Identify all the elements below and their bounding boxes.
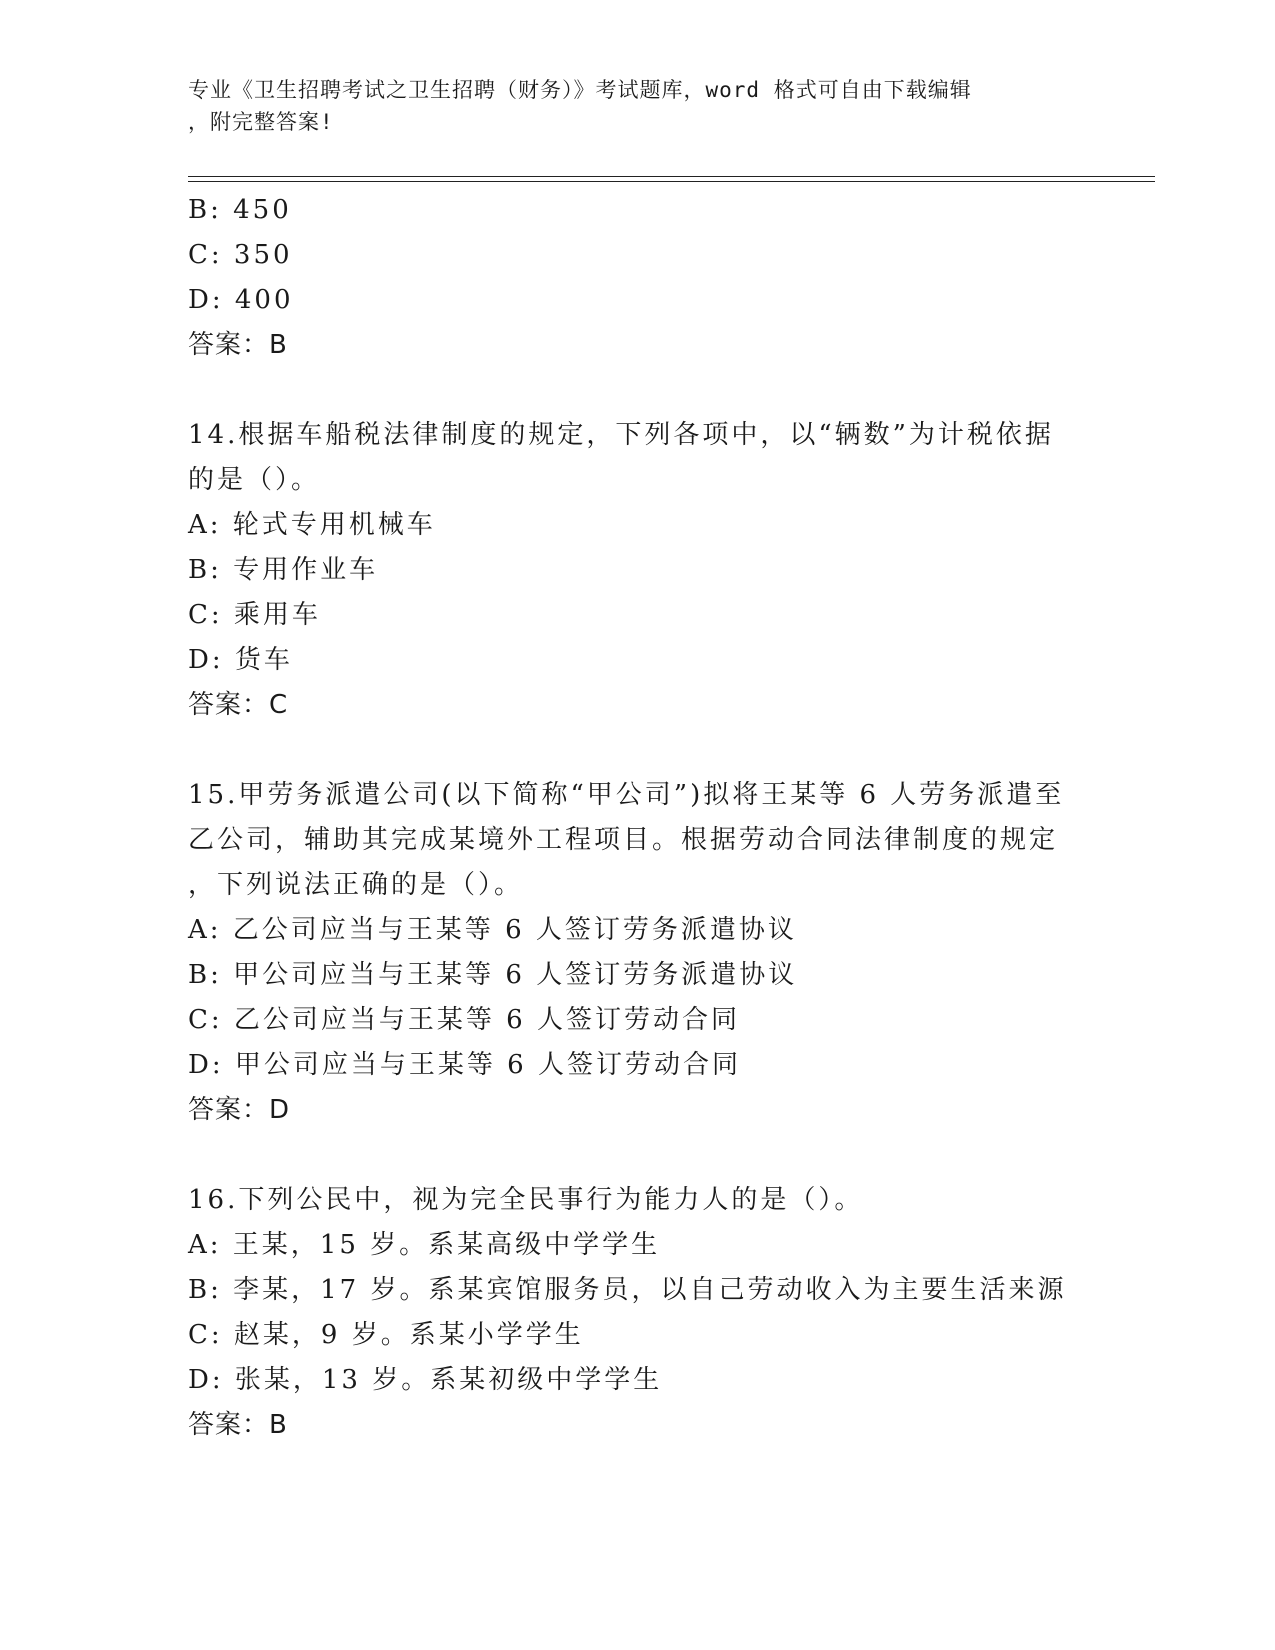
- q16-option-b: B: 李某，17 岁。系某宾馆服务员，以自己劳动收入为主要生活来源: [188, 1275, 1067, 1305]
- q14-option-b: B: 专用作业车: [188, 555, 379, 585]
- q15-option-a: A: 乙公司应当与王某等 6 人签订劳务派遣协议: [188, 915, 797, 945]
- q14-option-a: A: 轮式专用机械车: [188, 510, 436, 540]
- q13-option-d: D: 400: [188, 285, 294, 315]
- q16-option-c: C: 赵某，9 岁。系某小学学生: [188, 1320, 584, 1350]
- q16-option-d: D: 张某，13 岁。系某初级中学学生: [188, 1365, 663, 1395]
- q16-option-a: A: 王某，15 岁。系某高级中学学生: [188, 1230, 661, 1260]
- q14-answer: 答案：C: [188, 690, 289, 720]
- q15-option-b: B: 甲公司应当与王某等 6 人签订劳务派遣协议: [188, 960, 798, 990]
- header-divider-top: [188, 176, 1155, 177]
- q14-option-c: C: 乘用车: [188, 600, 321, 630]
- q15-answer: 答案：D: [188, 1095, 291, 1125]
- q13-option-c: C: 350: [188, 240, 293, 270]
- q14-stem-line-2: 的是（）。: [188, 465, 321, 495]
- q14-option-d: D: 货车: [188, 645, 293, 675]
- header-divider-bottom: [188, 181, 1155, 182]
- q15-option-d: D: 甲公司应当与王某等 6 人签订劳动合同: [188, 1050, 741, 1080]
- q14-stem-line-1: 14.根据车船税法律制度的规定，下列各项中，以“辆数”为计税依据: [188, 420, 1054, 450]
- header-line-1: 专业《卫生招聘考试之卫生招聘（财务）》考试题库，word 格式可自由下载编辑: [188, 78, 972, 102]
- document-header: [188, 74, 1088, 138]
- q15-stem-line-1: 15.甲劳务派遣公司(以下简称“甲公司”)拟将王某等 6 人劳务派遣至: [188, 780, 1065, 810]
- q15-option-c: C: 乙公司应当与王某等 6 人签订劳动合同: [188, 1005, 740, 1035]
- q13-answer: 答案：B: [188, 330, 288, 360]
- q13-option-b: B: 450: [188, 195, 292, 225]
- q15-stem-line-2: 乙公司，辅助其完成某境外工程项目。根据劳动合同法律制度的规定: [188, 825, 1059, 855]
- q16-stem-line-1: 16.下列公民中，视为完全民事行为能力人的是（）。: [188, 1185, 864, 1215]
- header-line-2: ，附完整答案!: [188, 110, 334, 134]
- q15-stem-line-3: ，下列说法正确的是（）。: [188, 870, 524, 900]
- q16-answer: 答案：B: [188, 1410, 288, 1440]
